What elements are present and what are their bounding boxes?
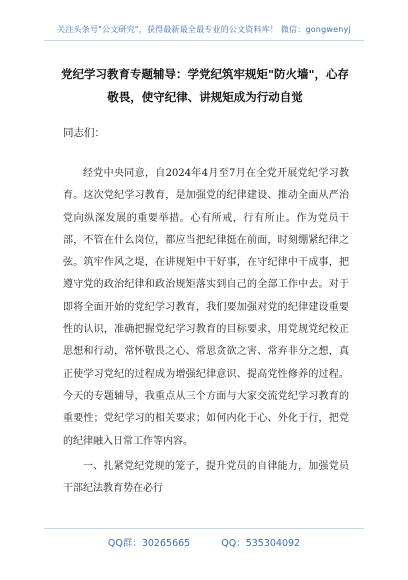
header-divider [44, 40, 364, 41]
footer-divider [44, 528, 364, 529]
footer-qq-group: QQ群：30265665 [107, 538, 191, 549]
footer [0, 535, 408, 549]
footer-qq: QQ：535304092 [221, 538, 301, 549]
header-banner: 关注头条号"公文研究"，获得最新最全最专业的公文资料库！ 微信：gongwenyj [57, 25, 351, 34]
section-heading-1: 一、扎紧党纪党规的笼子，提升党员的自律能力，加强党员干部纪法教育势在必行 [63, 461, 349, 495]
greeting: 同志们： [63, 127, 105, 139]
document-title: 党纪学习教育专题辅导：学党纪筑牢规矩"防火墙"，心存敬畏，使守纪律、讲规矩成为行动自觉 [61, 67, 349, 104]
body-paragraph-1: 经党中央同意，自2024年4月至7月在全党开展党纪学习教育。这次党纪学习教育，是加强党的纪律建设、推动全面从严治党向纵深发展的重要举措。心有所戒，行有所止。作为党员干部，不管在什么岗位，都应当把纪律挺在前面，时刻绷紧纪律之弦。筑牢作风之堤，在讲规矩中干好事，在守纪律中干成事，把遵守党的政治纪律和政治规矩落实到自己的全部工作中去。对于即将全面开始的党纪学习教育，我们要加强对党的纪律建设重要性的认识，准确把握党纪学习教育的目标要求，用党规党纪校正思想和行动，常怀敬畏之心、常思贪欲之害、常弃非分之想，真正使学习党纪的过程成为增强纪律意识、提高党性修养的过程。今天的专题辅导，我重点从三个方面与大家交流党纪学习教育的重要性；党纪学习的相关要求；如何内化于心、外化于行，把党的纪律融入日常工作等内容。 [63, 168, 349, 447]
